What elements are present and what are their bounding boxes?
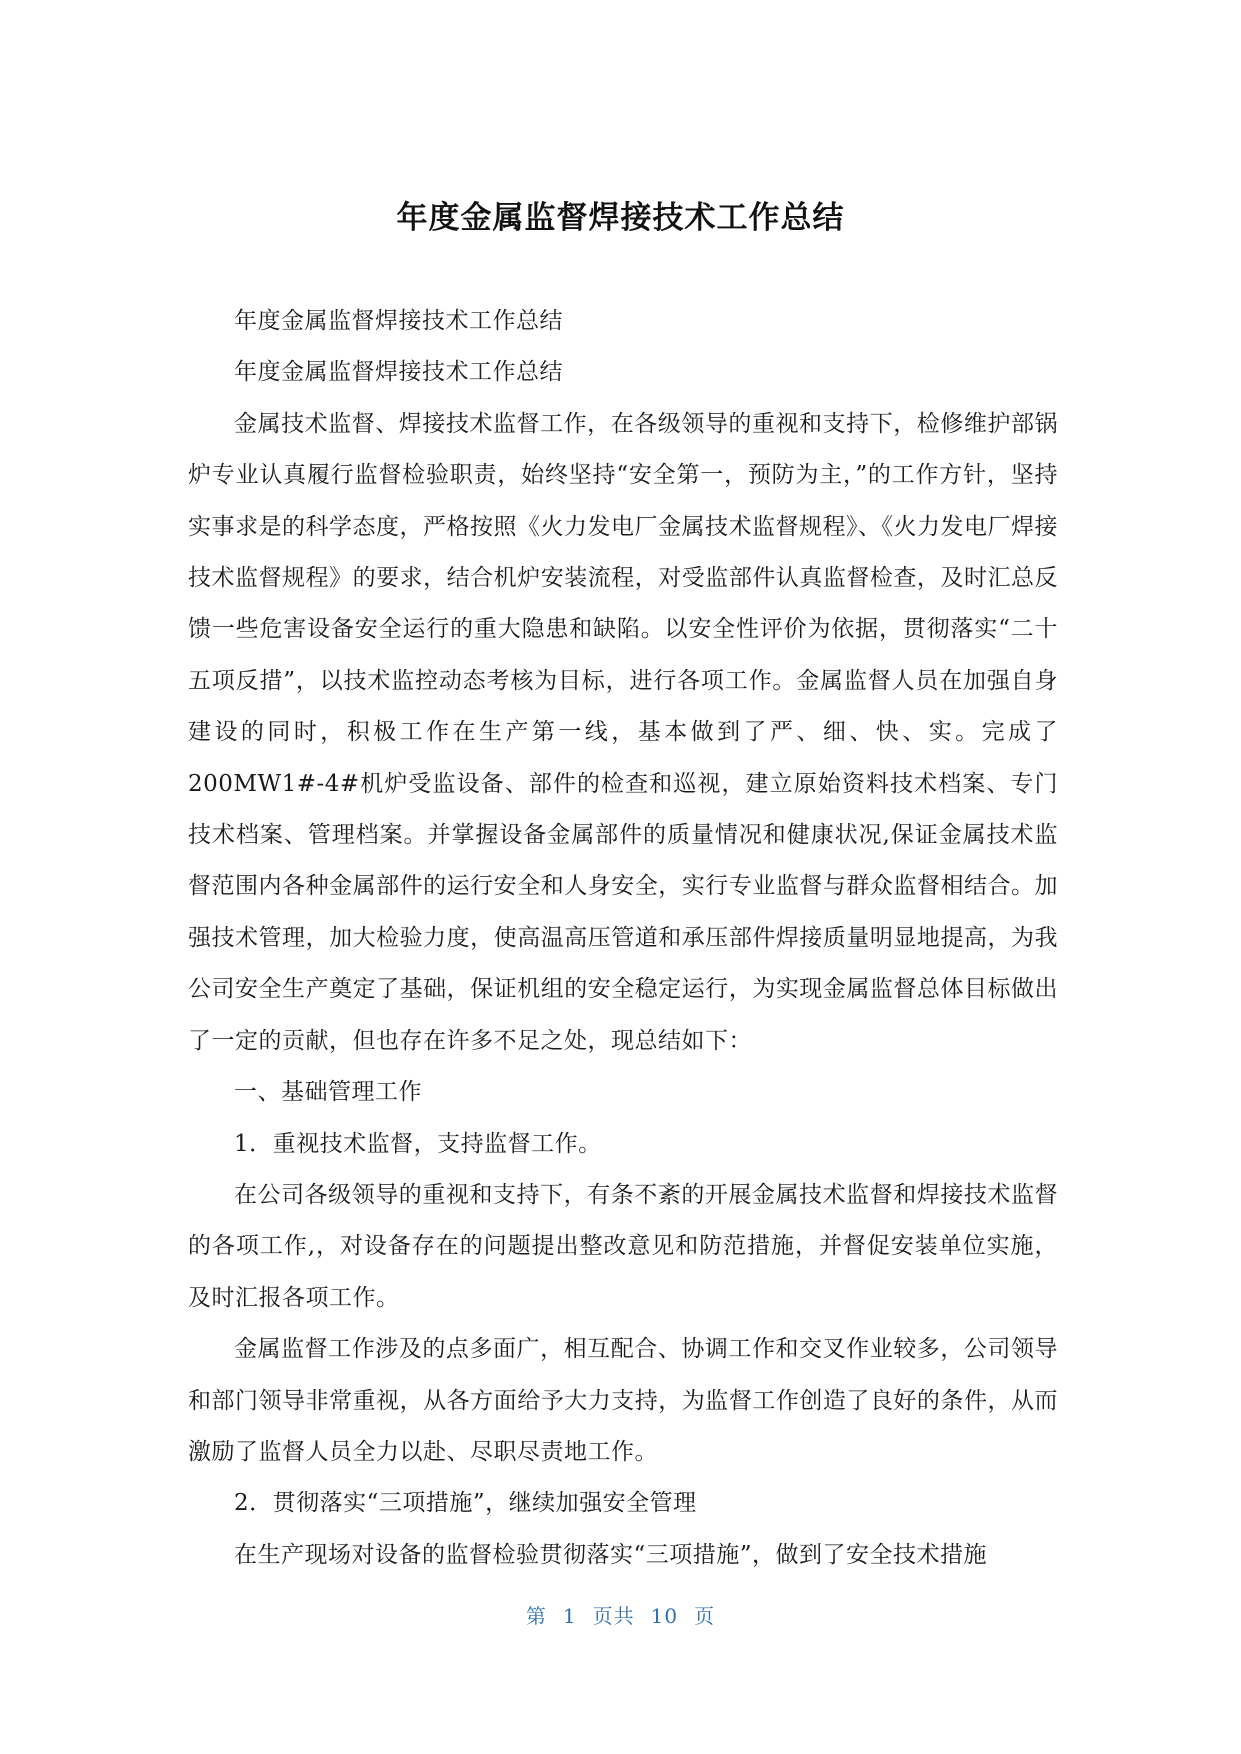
paragraph-subtitle-1: 年度金属监督焊接技术工作总结: [234, 308, 563, 334]
paragraph-subtitle-2: 年度金属监督焊接技术工作总结: [234, 359, 563, 386]
footer-current-page: 1: [562, 1604, 577, 1628]
footer-prefix: 第: [525, 1604, 547, 1628]
document-title: 年度金属监督焊接技术工作总结: [396, 200, 845, 236]
paragraph-three-measures: 在生产现场对设备的监督检验贯彻落实“三项措施”，做到了安全技术措施: [234, 1541, 988, 1568]
paragraph-coordination: 金属监督工作涉及的点多面广，相互配合、协调工作和交叉作业较多，公司领导和部门领导非常重视，从各方面给予大力支持，为监督工作创造了良好的条件，从而激励了监督人员全力以赴、尽职尽责地工作。: [188, 1336, 1058, 1465]
paragraph-leadership-support: 在公司各级领导的重视和支持下，有条不紊的开展金属技术监督和焊接技术监督的各项工作,，对设备存在的问题提出整改意见和防范措施，并督促安装单位实施，及时汇报各项工作。: [188, 1181, 1058, 1311]
document-body: [188, 296, 1058, 1581]
footer-total-pages: 10: [650, 1604, 679, 1628]
section-heading-basic-management: 一、基础管理工作: [234, 1079, 422, 1106]
subsection-heading-2: 2．贯彻落实“三项措施”，继续加强安全管理: [234, 1490, 697, 1517]
paragraph-intro: 金属技术监督、焊接技术监督工作，在各级领导的重视和支持下，检修维护部锅炉专业认真履行监督检验职责，始终坚持“安全第一，预防为主，”的工作方针，坚持实事求是的科学态度，严格按照《火力发电厂金属技术监督规程》、《火力发电厂焊接技术监督规程》的要求，结合机炉安装流程，对受监部件认真监督检查，及时汇总反馈一些危害设备安全运行的重大隐患和缺陷。以安全性评价为依据，贯彻落实“二十五项反措”，以技术监控动态考核为目标，进行各项工作。金属监督人员在加强自身建设的同时，积极工作在生产第一线，基本做到了严、细、快、实。完成了200MW1#-4#机炉受监设备、部件的检查和巡视，建立原始资料技术档案、专门技术档案、管理档案。并掌握设备金属部件的质量情况和健康状况,保证金属技术监督范围内各种金属部件的运行安全和人身安全，实行专业监督与群众监督相结合。加强技术管理，加大检验力度，使高温高压管道和承压部件焊接质量明显地提高，为我公司安全生产奠定了基础，保证机组的安全稳定运行，为实现金属监督总体目标做出了一定的贡献，但也存在许多不足之处，现总结如下：: [188, 410, 1058, 1054]
footer-suffix: 页: [694, 1604, 716, 1628]
page-footer: [0, 1600, 1241, 1629]
subsection-heading-1: 1．重视技术监督，支持监督工作。: [234, 1130, 602, 1157]
footer-middle: 页共: [592, 1604, 635, 1628]
